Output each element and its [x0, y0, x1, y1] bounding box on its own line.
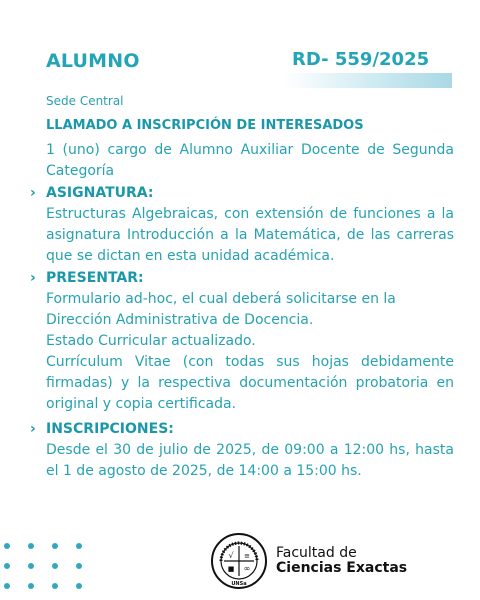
- svg-text:∞: ∞: [243, 564, 251, 573]
- section-heading-label: INSCRIPCIONES:: [46, 421, 174, 437]
- resolution-highlight-bar: [284, 73, 452, 88]
- faculty-name-line1: Facultad de: [276, 545, 357, 561]
- chevron-right-icon: ›: [30, 421, 36, 437]
- dot: [76, 543, 82, 549]
- dot: [28, 583, 34, 589]
- section-heading-label: PRESENTAR:: [46, 270, 144, 286]
- svg-text:√: √: [228, 551, 234, 560]
- dot: [4, 563, 10, 569]
- svg-text:■: ■: [227, 565, 235, 573]
- presentar-item-form: Formulario ad-hoc, el cual deberá solicitarse en la Dirección Administrativa de Docencia.: [46, 291, 396, 328]
- dot: [28, 543, 34, 549]
- section-inscripciones-heading: [30, 421, 174, 437]
- chevron-right-icon: ›: [30, 270, 36, 286]
- presentar-item-cv: Currículum Vitae (con todas sus hojas debidamente firmadas) y la respectiva documentación probatoria en original y copia certificada.: [46, 354, 454, 412]
- presentar-item-estado: Estado Curricular actualizado.: [46, 333, 256, 349]
- svg-text:UNSa: UNSa: [231, 581, 247, 587]
- asignatura-text: Estructuras Algebraicas, con extensión de funciones a la asignatura Introducción a la Matemática, de las carreras que se dictan en esta unidad académica.: [46, 206, 454, 264]
- decorative-dot-grid: [4, 543, 82, 589]
- chevron-right-icon: ›: [30, 185, 36, 201]
- section-asignatura-heading: [30, 185, 153, 201]
- faculty-name: [276, 546, 407, 576]
- dot: [76, 583, 82, 589]
- dot: [4, 583, 10, 589]
- dot: [52, 583, 58, 589]
- page-title: ALUMNO: [46, 50, 140, 72]
- dot: [52, 543, 58, 549]
- faculty-name-line2: Ciencias Exactas: [276, 560, 408, 576]
- section-heading-label: ASIGNATURA:: [46, 185, 154, 201]
- position-description: 1 (uno) cargo de Alumno Auxiliar Docente de Segunda Categoría: [46, 142, 454, 179]
- dot: [28, 563, 34, 569]
- svg-text:≡: ≡: [244, 552, 250, 560]
- dot: [4, 543, 10, 549]
- inscripciones-text: Desde el 30 de julio de 2025, de 09:00 a 12:00 hs, hasta el 1 de agosto de 2025, de 14:00 a 15:00 hs.: [46, 442, 454, 479]
- dot: [76, 563, 82, 569]
- faculty-seal-icon: [210, 532, 268, 590]
- location-label: Sede Central: [46, 94, 124, 108]
- dot: [52, 563, 58, 569]
- call-heading: LLAMADO A INSCRIPCIÓN DE INTERESADOS: [46, 118, 364, 133]
- section-presentar-heading: [30, 270, 144, 286]
- resolution-number: RD- 559/2025: [292, 49, 430, 70]
